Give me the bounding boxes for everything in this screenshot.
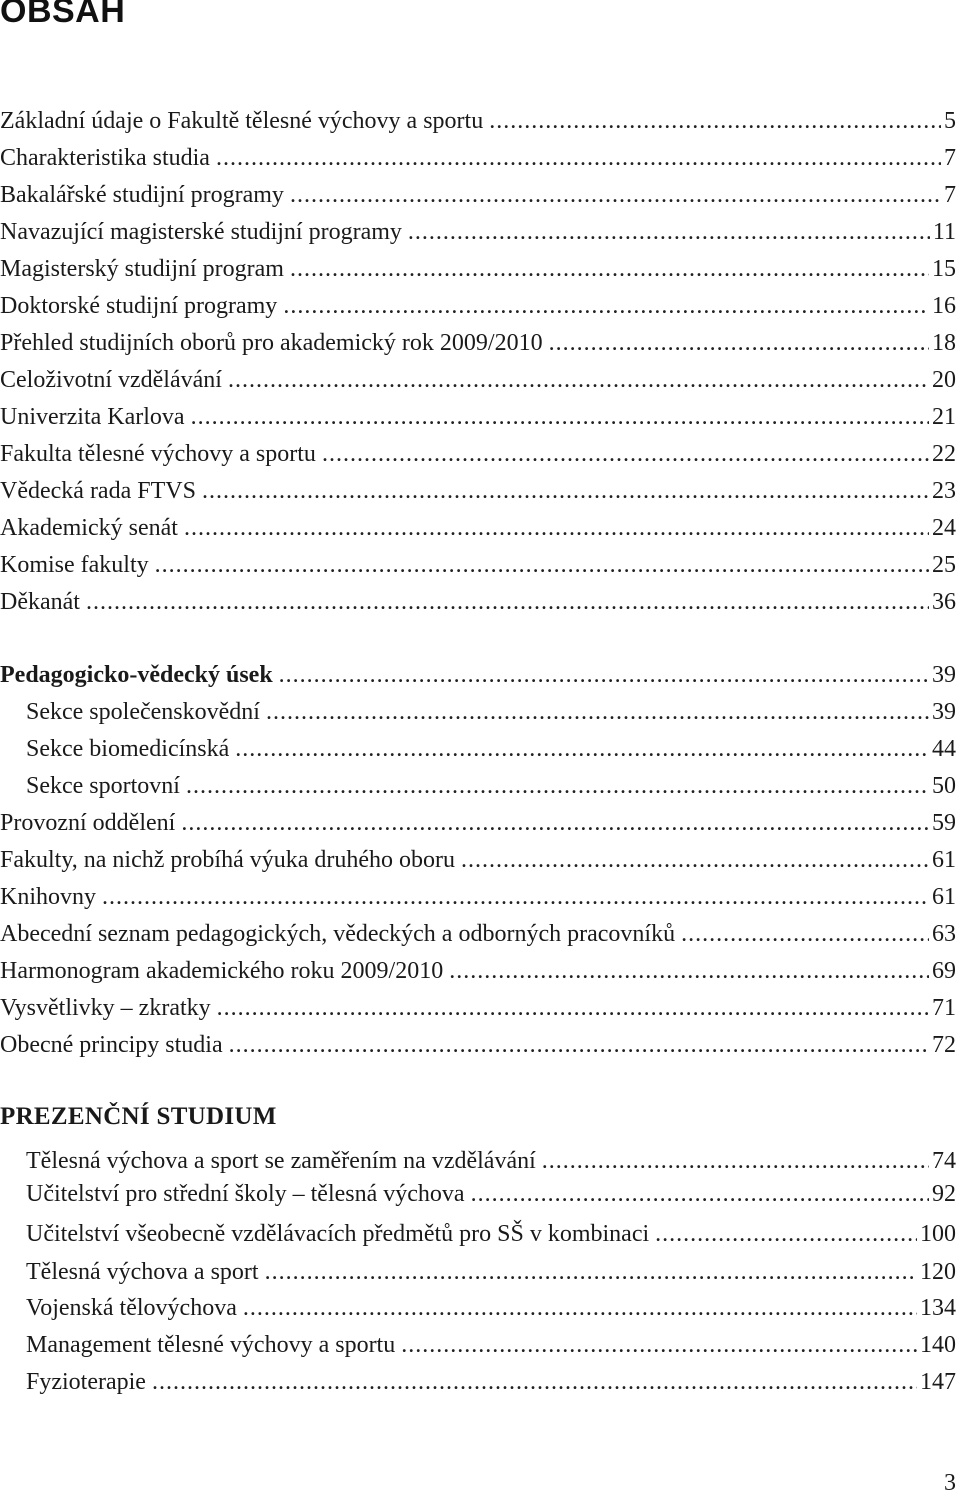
toc-entry bbox=[26, 1331, 956, 1359]
toc-entry-label: Knihovny bbox=[0, 884, 96, 910]
toc-leader-dots bbox=[401, 1331, 917, 1359]
toc-entry-page: 18 bbox=[932, 330, 956, 356]
toc-entry bbox=[0, 107, 956, 135]
toc-entry bbox=[0, 994, 956, 1022]
toc-entry-label: Magisterský studijní program bbox=[0, 256, 284, 282]
toc-entry-label: Sekce biomedicínská bbox=[26, 736, 230, 762]
toc-entry-label: Bakalářské studijní programy bbox=[0, 182, 284, 208]
toc-entry-label: Přehled studijních oborů pro akademický rok 2009/2010 bbox=[0, 330, 543, 356]
toc-entry-label: Sekce sportovní bbox=[26, 773, 180, 799]
toc-entry-page: 21 bbox=[932, 404, 956, 430]
toc-entry-page: 140 bbox=[920, 1332, 956, 1358]
toc-entry-page: 23 bbox=[932, 478, 956, 504]
toc-entry-label: Komise fakulty bbox=[0, 552, 149, 578]
toc-entry bbox=[26, 1147, 956, 1175]
toc-entry-page: 25 bbox=[932, 552, 956, 578]
toc-leader-dots bbox=[181, 809, 929, 837]
toc-entry bbox=[0, 292, 956, 320]
toc-leader-dots bbox=[542, 1147, 929, 1175]
toc-entry bbox=[0, 883, 956, 911]
toc-entry-page: 39 bbox=[932, 662, 956, 688]
toc-leader-dots bbox=[86, 588, 929, 616]
toc-entry-label: Navazující magisterské studijní programy bbox=[0, 219, 402, 245]
toc-leader-dots bbox=[279, 661, 929, 689]
toc-leader-dots bbox=[184, 514, 929, 542]
toc-entry-label: Fyzioterapie bbox=[26, 1369, 146, 1395]
toc-leader-dots bbox=[408, 218, 930, 246]
toc-entry-label: Abecední seznam pedagogických, vědeckých a odborných pracovníků bbox=[0, 921, 676, 947]
toc-entry bbox=[26, 735, 956, 763]
toc-entry-label: Charakteristika studia bbox=[0, 145, 210, 171]
toc-leader-dots bbox=[449, 957, 929, 985]
toc-entry bbox=[0, 588, 956, 616]
toc-leader-dots bbox=[243, 1294, 917, 1322]
toc-entry bbox=[0, 255, 956, 283]
toc-entry bbox=[26, 1294, 956, 1322]
toc-entry bbox=[0, 809, 956, 837]
toc-entry-page: 61 bbox=[932, 884, 956, 910]
toc-entry bbox=[0, 661, 956, 689]
toc-entry-page: 71 bbox=[932, 995, 956, 1021]
toc-leader-dots bbox=[471, 1180, 929, 1208]
toc-leader-dots bbox=[216, 144, 941, 172]
toc-entry-label: Základní údaje o Fakultě tělesné výchovy a sportu bbox=[0, 108, 484, 134]
toc-entry bbox=[0, 957, 956, 985]
toc-entry-page: 100 bbox=[920, 1221, 956, 1247]
toc-entry-label: Tělesná výchova a sport bbox=[26, 1259, 259, 1285]
toc-leader-dots bbox=[283, 292, 929, 320]
toc-entry-page: 22 bbox=[932, 441, 956, 467]
toc-leader-dots bbox=[152, 1368, 917, 1396]
page-number: 3 bbox=[944, 1470, 956, 1496]
toc-leader-dots bbox=[461, 846, 929, 874]
page-title: OBSAH bbox=[0, 0, 126, 30]
toc-leader-dots bbox=[265, 1258, 917, 1286]
toc-entry-page: 92 bbox=[932, 1181, 956, 1207]
toc-entry-page: 20 bbox=[932, 367, 956, 393]
toc-entry-label: Vědecká rada FTVS bbox=[0, 478, 196, 504]
toc-entry bbox=[0, 366, 956, 394]
toc-leader-dots bbox=[228, 366, 929, 394]
toc-leader-dots bbox=[202, 477, 929, 505]
toc-entry bbox=[0, 144, 956, 172]
toc-entry-label: Vojenská tělovýchova bbox=[26, 1295, 237, 1321]
toc-leader-dots bbox=[489, 107, 941, 135]
toc-entry-label: Učitelství všeobecně vzdělávacích předmětů pro SŠ v kombinaci bbox=[26, 1221, 650, 1247]
toc-entry-label: Obecné principy studia bbox=[0, 1032, 223, 1058]
toc-entry-label: Tělesná výchova a sport se zaměřením na vzdělávání bbox=[26, 1148, 536, 1174]
toc-entry-page: 50 bbox=[932, 773, 956, 799]
section-heading: PREZENČNÍ STUDIUM bbox=[0, 1103, 277, 1130]
toc-entry-page: 120 bbox=[920, 1259, 956, 1285]
toc-entry-label: Doktorské studijní programy bbox=[0, 293, 278, 319]
toc-entry-page: 7 bbox=[944, 182, 956, 208]
toc-entry-label: Fakulta tělesné výchovy a sportu bbox=[0, 441, 316, 467]
toc-entry bbox=[0, 403, 956, 431]
toc-entry-label: Provozní oddělení bbox=[0, 810, 176, 836]
toc-leader-dots bbox=[155, 551, 929, 579]
toc-entry bbox=[0, 477, 956, 505]
toc-entry-page: 11 bbox=[932, 219, 956, 245]
toc-leader-dots bbox=[186, 772, 929, 800]
toc-entry bbox=[0, 329, 956, 357]
toc-entry-label: Pedagogicko-vědecký úsek bbox=[0, 662, 273, 688]
toc-entry bbox=[26, 1258, 956, 1286]
toc-entry-page: 63 bbox=[932, 921, 956, 947]
toc-leader-dots bbox=[290, 255, 929, 283]
toc-entry-label: Učitelství pro střední školy – tělesná výchova bbox=[26, 1181, 465, 1207]
toc-entry-page: 59 bbox=[932, 810, 956, 836]
toc-entry-page: 7 bbox=[944, 145, 956, 171]
toc-entry-label: Akademický senát bbox=[0, 515, 178, 541]
toc-entry-label: Management tělesné výchovy a sportu bbox=[26, 1332, 396, 1358]
toc-entry-label: Fakulty, na nichž probíhá výuka druhého oboru bbox=[0, 847, 456, 873]
toc-entry bbox=[26, 1180, 956, 1208]
toc-entry bbox=[0, 1031, 956, 1059]
toc-entry-label: Celoživotní vzdělávání bbox=[0, 367, 222, 393]
toc-leader-dots bbox=[290, 181, 941, 209]
toc-entry-page: 72 bbox=[932, 1032, 956, 1058]
toc-leader-dots bbox=[549, 329, 929, 357]
toc-entry-page: 5 bbox=[944, 108, 956, 134]
toc-leader-dots bbox=[229, 1031, 929, 1059]
toc-entry-label: Univerzita Karlova bbox=[0, 404, 185, 430]
toc-entry bbox=[0, 920, 956, 948]
toc-entry-page: 24 bbox=[932, 515, 956, 541]
toc-entry bbox=[0, 440, 956, 468]
toc-entry-page: 44 bbox=[932, 736, 956, 762]
toc-leader-dots bbox=[322, 440, 929, 468]
toc-entry bbox=[26, 772, 956, 800]
toc-entry-page: 36 bbox=[932, 589, 956, 615]
toc-entry-page: 134 bbox=[920, 1295, 956, 1321]
toc-entry-page: 69 bbox=[932, 958, 956, 984]
toc-entry-page: 39 bbox=[932, 699, 956, 725]
toc-entry-label: Děkanát bbox=[0, 589, 80, 615]
toc-entry bbox=[0, 218, 956, 246]
toc-leader-dots bbox=[655, 1220, 917, 1248]
toc-leader-dots bbox=[235, 735, 929, 763]
toc-entry bbox=[26, 1220, 956, 1248]
toc-entry-label: Sekce společenskovědní bbox=[26, 699, 260, 725]
toc-entry bbox=[0, 551, 956, 579]
toc-entry bbox=[0, 846, 956, 874]
toc-leader-dots bbox=[102, 883, 929, 911]
toc-entry bbox=[0, 514, 956, 542]
toc-leader-dots bbox=[217, 994, 929, 1022]
toc-entry bbox=[0, 181, 956, 209]
toc-entry-page: 61 bbox=[932, 847, 956, 873]
toc-entry bbox=[26, 1368, 956, 1396]
toc-entry-page: 147 bbox=[920, 1369, 956, 1395]
toc-leader-dots bbox=[191, 403, 929, 431]
toc-entry-page: 16 bbox=[932, 293, 956, 319]
toc-entry-label: Vysvětlivky – zkratky bbox=[0, 995, 211, 1021]
toc-leader-dots bbox=[681, 920, 929, 948]
toc-entry-page: 15 bbox=[932, 256, 956, 282]
toc-entry bbox=[26, 698, 956, 726]
toc-entry-page: 74 bbox=[932, 1148, 956, 1174]
toc-leader-dots bbox=[266, 698, 929, 726]
toc-entry-label: Harmonogram akademického roku 2009/2010 bbox=[0, 958, 444, 984]
